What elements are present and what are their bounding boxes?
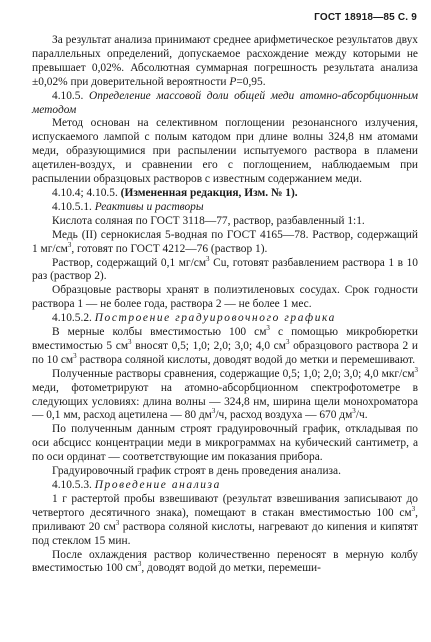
superscript: 3 xyxy=(115,518,120,527)
calibration-conditions xyxy=(32,365,418,424)
text-run: В мерные колбы вместимостью 100 см xyxy=(52,326,267,339)
text-run: 1 г растертой пробы взвешивают (результат взвешивания записывают до четвертого десятичного знака), помещают в стакан вместимостью 100 см xyxy=(32,492,418,519)
text-run: Cu, готовят разбавлением раствора 1 в 10 раз (раствор 2). xyxy=(32,256,418,283)
italic-text: Реактивы и растворы xyxy=(94,200,204,213)
amendment-note xyxy=(32,187,418,201)
bold-text: (Измененная редакция, Изм. № 1). xyxy=(120,186,298,199)
method-paragraph xyxy=(32,117,418,187)
text-run: =0,95. xyxy=(236,75,266,88)
italic-text: Определение массовой доли общей меди атомно-абсорбционным методом xyxy=(32,89,418,116)
section-heading-4-10-5 xyxy=(32,90,418,118)
text-run: Образцовые растворы хранят в полиэтиленовых сосудах. Срок годности раствора 1 — не более года, раствора 2 — не более 1 мес. xyxy=(32,284,418,311)
superscript: 3 xyxy=(211,407,216,416)
text-run: После охлаждения раствор количественно переносят в мерную колбу вместимостью 100 см xyxy=(32,548,418,575)
spaced-italic-heading: Построение градуировочного графика xyxy=(94,312,336,325)
text-run: Кислота соляная по ГОСТ 3118—77, раствор, разбавленный 1:1. xyxy=(52,214,365,227)
superscript: 3 xyxy=(137,560,142,569)
text-run: образцового раствора 2 и по 10 см xyxy=(32,339,418,366)
graph-day-paragraph xyxy=(32,465,418,479)
text-run: меди, фотометрируют на атомно-абсорбционном спектрофотометре в следующих условиях: длина волны — 324,8 нм, ширина щели монохроматора — 0,1 мм, расход ацетилена — 80 дм xyxy=(32,381,418,422)
superscript: 3 xyxy=(266,324,270,333)
subsection-reagents xyxy=(32,201,418,215)
text-run: 4.10.5. xyxy=(52,89,89,102)
text-run: , приливают 20 см xyxy=(32,506,418,533)
text-run: 4.10.5.3. xyxy=(52,479,95,491)
text-run: вносят 0,5; 1,0; 2,0; 3,0; 4,0 см xyxy=(131,339,286,352)
solution-2-paragraph xyxy=(32,254,418,285)
text-run: Медь (II) сернокислая 5-водная по ГОСТ 4165—78. Раствор, содержащий 1 мг/см xyxy=(32,228,418,255)
superscript: 3 xyxy=(352,407,356,416)
storage-paragraph xyxy=(32,284,418,312)
reagent-copper-sulfate xyxy=(32,229,418,257)
italic-text: P xyxy=(229,75,237,88)
text-run: Раствор, содержащий 0,1 мг/см xyxy=(52,256,207,269)
superscript: 3 xyxy=(411,505,416,514)
analysis-continuation xyxy=(32,549,418,577)
text-run: 4.10.5.2. xyxy=(52,312,95,325)
text-run: /ч, расход воздуха — 670 дм xyxy=(215,409,353,422)
text-run: раствора соляной кислоты, доводят водой до метки и перемешивают. xyxy=(76,353,416,366)
page-header: ГОСТ 18918—85 С. 9 xyxy=(314,12,417,23)
graph-paragraph xyxy=(32,423,418,465)
text-run: 4.10.5.1. xyxy=(52,200,95,213)
text-run: Полученные растворы сравнения, содержащие 0,5; 1,0; 2,0; 3,0; 4,0 мкг/см xyxy=(52,367,415,380)
text-run: 4.10.4; 4.10.5. xyxy=(52,186,121,199)
text-run: По полученным данным строят градуировочный график, откладывая по оси абсцисс концентрации меди в микрограммах на кубический сантиметр, а по оси ординат — соответствующие им показания прибора. xyxy=(32,423,418,464)
text-run: раствора соляной кислоты, нагревают до кипения и кипятят под стеклом 15 мин. xyxy=(32,520,419,547)
reagent-hcl xyxy=(32,215,418,229)
text-run: Метод основан на селективном поглощении резонансного излучения, испускаемого лампой с полым катодом при длине волны 324,8 нм атомами меди, образующимися при распылении испытуемого раствора в пламени ацетилен-воздух, и сравнении его с поглощением, наблюдаемым при распылении образцовых растворов с известным содержанием меди. xyxy=(32,117,418,186)
text-run: с помощью микробюретки вместимостью 5 см xyxy=(32,326,418,352)
superscript: 3 xyxy=(128,338,132,347)
superscript: 3 xyxy=(67,240,72,249)
superscript: 3 xyxy=(73,352,77,361)
text-run: , готовят по ГОСТ 4212—76 (раствор 1). xyxy=(71,242,268,255)
document-body xyxy=(32,34,418,576)
calibration-procedure xyxy=(32,326,418,368)
superscript: 3 xyxy=(206,254,210,263)
subsection-analysis xyxy=(32,479,418,493)
text-run: /ч. xyxy=(355,409,368,422)
text-run: Градуировочный график строят в день проведения анализа. xyxy=(52,465,341,478)
analysis-procedure xyxy=(32,493,418,549)
superscript: 3 xyxy=(414,365,418,374)
subsection-calibration xyxy=(32,312,418,326)
spaced-italic-heading: Проведение анализа xyxy=(94,479,221,491)
superscript: 3 xyxy=(285,338,290,347)
result-paragraph xyxy=(32,34,418,90)
text-run: За результат анализа принимают среднее арифметическое результатов двух параллельных определений, допускаемое расхождение между которыми не превышает 0,02%. Абсолютная суммарная погрешность результата анализа ±0,02% при доверительной вероятности xyxy=(32,34,418,88)
text-run: , доводят водой до метки, перемеши- xyxy=(141,562,321,575)
